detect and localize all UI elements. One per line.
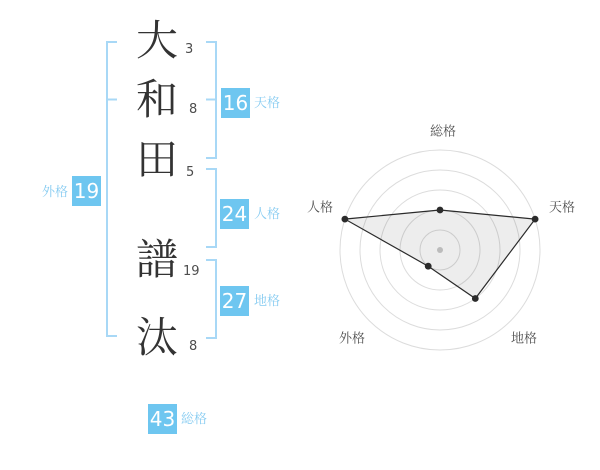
stroke-count: 5: [186, 165, 195, 180]
radar-axis-label-jinkaku: 人格: [306, 200, 334, 216]
radar-axis-label-soukaku: 総格: [429, 124, 457, 140]
gaikaku-badge: 19: [72, 176, 101, 206]
radar-data-point: [532, 216, 539, 223]
radar-axis-label-chikaku: 地格: [510, 331, 538, 347]
chikaku-badge: 27: [220, 286, 249, 316]
radar-axis-label-gaikaku: 外格: [338, 331, 366, 347]
radar-axis-label-tenkaku: 天格: [548, 200, 576, 216]
radar-data-point: [437, 207, 444, 214]
tenkaku-badge: 16: [221, 88, 250, 118]
name-character: 和: [135, 75, 179, 124]
stroke-count: 3: [185, 42, 194, 57]
chikaku-label: 地格: [254, 294, 281, 309]
radar-center-dot: [437, 247, 443, 253]
stroke-count: 19: [183, 264, 200, 279]
radar-data-point: [342, 216, 349, 223]
jinkaku-label: 人格: [254, 207, 281, 222]
radar-data-polygon: [345, 210, 535, 299]
name-character: 譜: [135, 235, 179, 284]
radar-data-point: [425, 263, 432, 270]
name-character: 田: [135, 135, 179, 184]
tenkaku-label: 天格: [254, 96, 281, 111]
stroke-count: 8: [189, 102, 198, 117]
name-character: 汰: [135, 313, 179, 362]
stroke-count: 8: [189, 339, 198, 354]
radar-data-point: [472, 295, 479, 302]
name-character: 大: [135, 16, 179, 65]
jinkaku-badge: 24: [220, 199, 249, 229]
soukaku-badge: 43: [148, 404, 177, 434]
gaikaku-label: 外格: [42, 185, 69, 200]
soukaku-label: 総格: [181, 412, 208, 427]
